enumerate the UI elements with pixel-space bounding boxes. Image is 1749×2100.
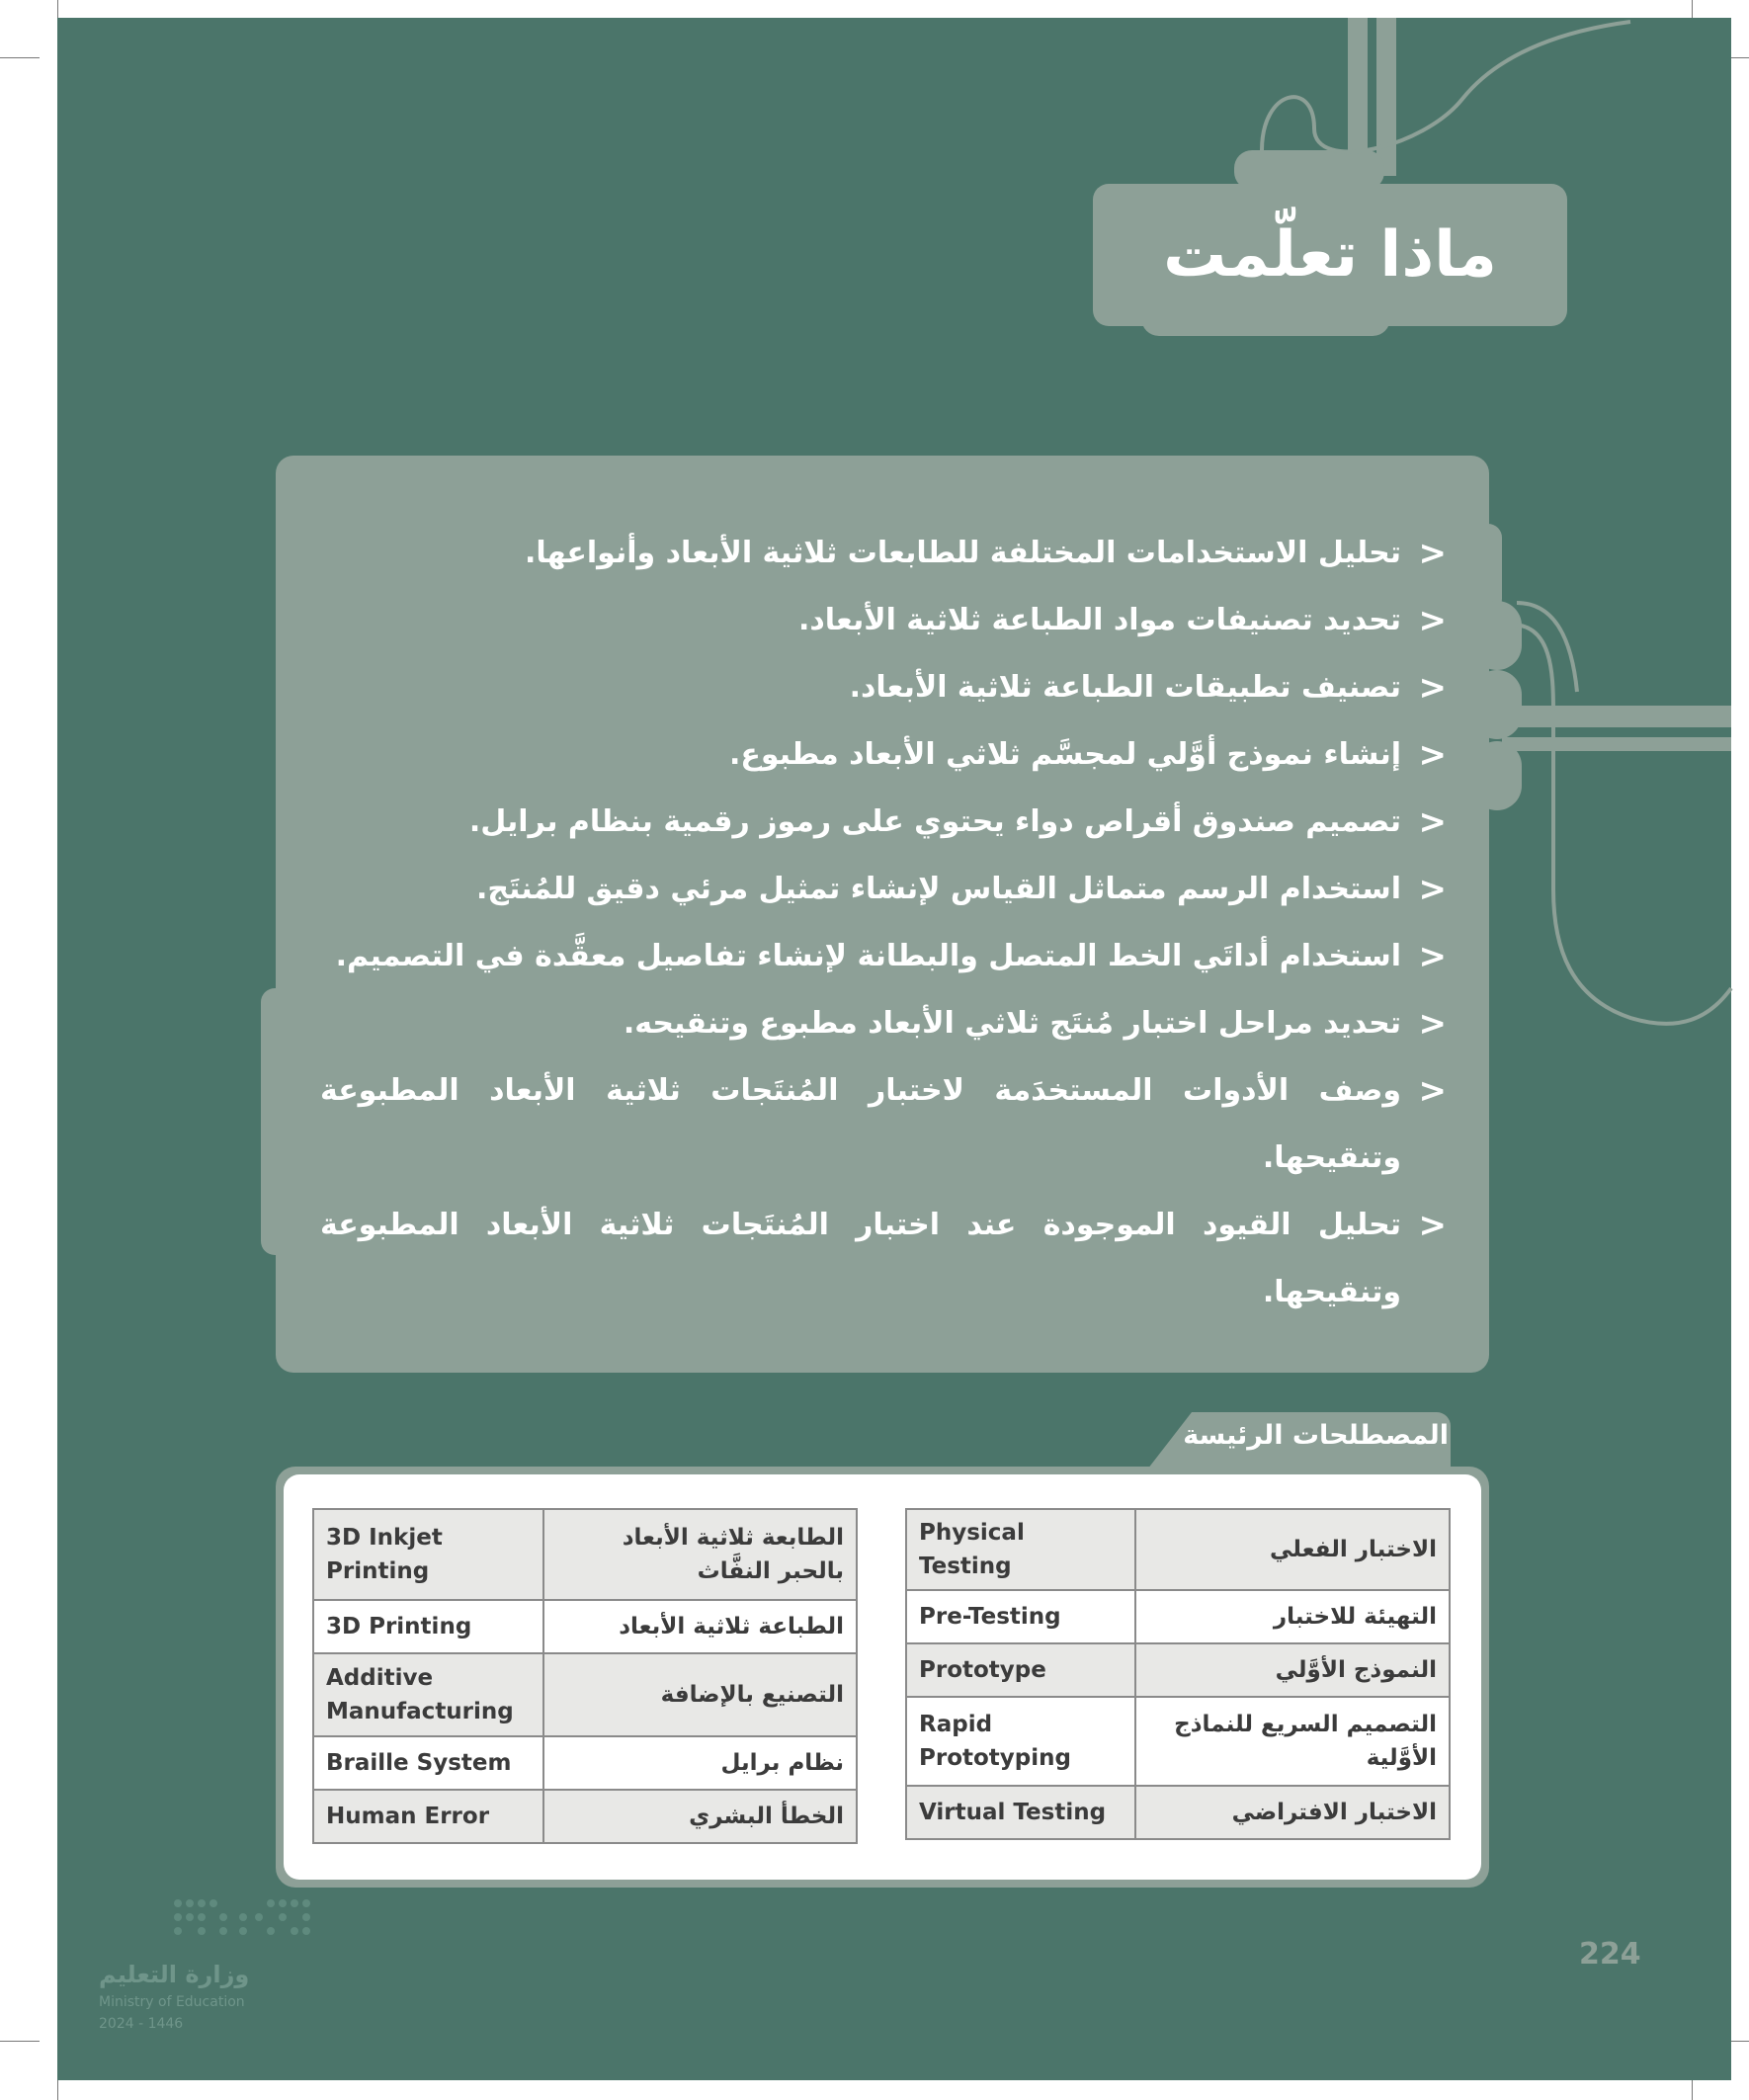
table-row	[906, 1643, 1450, 1697]
ministry-name-english: Ministry of Education	[99, 1994, 245, 2010]
chevron-left-icon: <	[1418, 601, 1447, 640]
table-row	[313, 1790, 857, 1843]
table-row	[313, 1600, 857, 1653]
term-arabic: الطباعة ثلاثية الأبعاد	[543, 1600, 857, 1653]
term-english: Pre-Testing	[906, 1590, 1135, 1643]
chevron-left-icon: <	[1418, 802, 1447, 842]
chevron-left-icon: <	[1418, 534, 1447, 573]
objective-item: < تحليل الاستخدامات المختلفة للطابعات ثلاثية الأبعاد وأنواعها.	[320, 520, 1447, 587]
page-title: ماذا تعلّمت	[1163, 218, 1497, 292]
objective-item: < تحليل القيود الموجودة عند اختبار المُنتَجات ثلاثية الأبعاد المطبوعة وتنقيحها.	[320, 1192, 1447, 1326]
chevron-left-icon: <	[1418, 870, 1447, 909]
objective-item: < تصميم صندوق أقراص دواء يحتوي على رموز رقمية بنظام برايل.	[320, 789, 1447, 856]
ministry-name-arabic: وزارة التعليم	[99, 1961, 250, 1988]
term-english: Virtual Testing	[906, 1786, 1135, 1839]
term-arabic: الطابعة ثلاثية الأبعاد بالحبر النفَّاث	[543, 1509, 857, 1600]
chevron-left-icon: <	[1418, 937, 1447, 976]
term-arabic: النموذج الأوَّلي	[1135, 1643, 1450, 1697]
term-english: Human Error	[313, 1790, 543, 1843]
term-english: Physical Testing	[906, 1509, 1135, 1590]
table-row	[906, 1786, 1450, 1839]
key-terms-title: المصطلحات الرئيسة	[1183, 1420, 1449, 1451]
term-english: Additive Manufacturing	[313, 1653, 543, 1736]
table-row	[906, 1590, 1450, 1643]
table-row	[313, 1509, 857, 1600]
chevron-left-icon: <	[1418, 735, 1447, 775]
term-arabic: الاختبار الافتراضي	[1135, 1786, 1450, 1839]
page-number: 224	[1579, 1937, 1641, 1972]
table-row	[906, 1509, 1450, 1590]
chevron-left-icon: <	[1418, 1071, 1447, 1111]
term-arabic: الاختبار الفعلي	[1135, 1509, 1450, 1590]
objective-item: < استخدام الرسم متماثل القياس لإنشاء تمثيل مرئي دقيق للمُنتَج.	[320, 856, 1447, 923]
chevron-left-icon: <	[1418, 1206, 1447, 1245]
term-english: 3D Inkjet Printing	[313, 1509, 543, 1600]
objective-item: < وصف الأدوات المستخدَمة لاختبار المُنتَجات ثلاثية الأبعاد المطبوعة وتنقيحها.	[320, 1057, 1447, 1192]
chevron-left-icon: <	[1418, 668, 1447, 708]
objectives-list	[320, 520, 1447, 1326]
objective-item: < تحديد مراحل اختبار مُنتَج ثلاثي الأبعاد مطبوع وتنقيحه.	[320, 990, 1447, 1057]
term-english: 3D Printing	[313, 1600, 543, 1653]
term-arabic: التصميم السريع للنماذج الأوَّلية	[1135, 1697, 1450, 1786]
ministry-logo-icon	[95, 1895, 332, 1955]
term-english: Prototype	[906, 1643, 1135, 1697]
objective-item: < إنشاء نموذج أوَّلي لمجسَّم ثلاثي الأبعاد مطبوع.	[320, 721, 1447, 789]
term-arabic: الخطأ البشري	[543, 1790, 857, 1843]
term-arabic: التصنيع بالإضافة	[543, 1653, 857, 1736]
objective-item: < تصنيف تطبيقات الطباعة ثلاثية الأبعاد.	[320, 654, 1447, 721]
table-row	[906, 1697, 1450, 1786]
term-english: Braille System	[313, 1736, 543, 1790]
key-terms-table-left	[312, 1508, 858, 1844]
objective-item: < تحديد تصنيفات مواد الطباعة ثلاثية الأبعاد.	[320, 587, 1447, 654]
table-row	[313, 1736, 857, 1790]
ministry-year: 2024 - 1446	[99, 2016, 184, 2032]
table-row	[313, 1653, 857, 1736]
term-arabic: نظام برايل	[543, 1736, 857, 1790]
term-arabic: التهيئة للاختبار	[1135, 1590, 1450, 1643]
key-terms-table-right	[905, 1508, 1451, 1840]
term-english: Rapid Prototyping	[906, 1697, 1135, 1786]
title-box	[1093, 184, 1567, 326]
chevron-left-icon: <	[1418, 1004, 1447, 1044]
objective-item: < استخدام أداتَي الخط المتصل والبطانة لإنشاء تفاصيل معقَّدة في التصميم.	[320, 923, 1447, 990]
